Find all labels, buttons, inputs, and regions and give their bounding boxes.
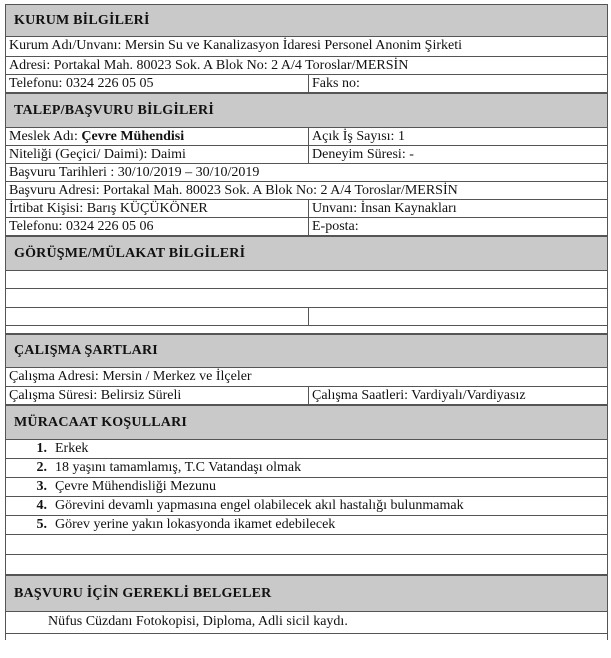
talep-telefon: Telefonu: 0324 226 05 06	[6, 218, 309, 235]
empty-cell	[309, 308, 607, 325]
meslek-label: Meslek Adı:	[9, 129, 82, 144]
form-row	[5, 218, 608, 236]
section-header-talep	[5, 93, 608, 128]
section-title: KURUM BİLGİLERİ	[14, 12, 150, 28]
list-item	[5, 459, 608, 478]
empty-cell	[6, 271, 607, 288]
empty-cell	[6, 326, 607, 333]
empty-cell	[6, 535, 607, 554]
list-item	[5, 516, 608, 535]
meslek-value: Çevre Mühendisi	[81, 129, 185, 144]
talep-eposta: E-posta:	[312, 219, 359, 234]
form-row	[5, 271, 608, 289]
basvuru-adresi: Başvuru Adresi: Portakal Mah. 80023 Sok. A Blok No: 2 A/4 Toroslar/MERSİN	[9, 183, 458, 198]
form-row	[5, 289, 608, 308]
form-row	[5, 57, 608, 75]
form-row	[5, 308, 608, 326]
meslek-adi	[6, 128, 309, 145]
empty-cell	[6, 289, 607, 307]
section-title: TALEP/BAŞVURU BİLGİLERİ	[14, 102, 214, 118]
item-number: 4.	[36, 498, 47, 513]
unvani: Unvanı: İnsan Kaynakları	[312, 201, 457, 216]
form-row	[5, 75, 608, 93]
form-row	[5, 326, 608, 334]
list-item	[5, 497, 608, 516]
form-row	[5, 182, 608, 200]
section-title: BAŞVURU İÇİN GEREKLİ BELGELER	[14, 585, 272, 601]
item-number: 2.	[36, 460, 47, 475]
conditions-list	[5, 440, 608, 535]
section-header-muracaat	[5, 405, 608, 440]
form-row	[5, 634, 608, 640]
kurum-telefon: Telefonu: 0324 226 05 05	[6, 75, 309, 92]
kurum-ad: Kurum Adı/Unvanı: Mersin Su ve Kanalizasyon İdaresi Personel Anonim Şirketi	[9, 38, 462, 53]
section-title: GÖRÜŞME/MÜLAKAT BİLGİLERİ	[14, 245, 246, 261]
form-row	[5, 535, 608, 555]
job-posting-form	[5, 4, 608, 640]
list-item	[5, 478, 608, 497]
kurum-faks: Faks no:	[312, 76, 360, 91]
section-title: MÜRACAAT KOŞULLARI	[14, 414, 188, 430]
basvuru-tarihleri: Başvuru Tarihleri : 30/10/2019 – 30/10/2019	[9, 165, 260, 180]
calisma-saatleri: Çalışma Saatleri: Vardiyalı/Vardiyasız	[312, 388, 526, 403]
form-row	[5, 164, 608, 182]
acik-is-sayisi: Açık İş Sayısı: 1	[312, 129, 405, 144]
required-documents: Nüfus Cüzdanı Fotokopisi, Diploma, Adli sicil kaydı.	[48, 614, 348, 629]
form-row	[5, 128, 608, 146]
item-text: 18 yaşını tamamlamış, T.C Vatandaşı olmak	[55, 460, 302, 475]
calisma-suresi: Çalışma Süresi: Belirsiz Süreli	[6, 387, 309, 404]
form-row	[5, 555, 608, 575]
item-text: Görevini devamlı yapmasına engel olabilecek akıl hastalığı bulunmamak	[55, 498, 464, 513]
item-number: 5.	[36, 517, 47, 532]
empty-cell	[6, 555, 607, 574]
form-row	[5, 146, 608, 164]
section-header-belgeler	[5, 575, 608, 612]
form-row	[5, 612, 608, 634]
calisma-adresi: Çalışma Adresi: Mersin / Merkez ve İlçeler	[9, 369, 252, 384]
item-text: Görev yerine yakın lokasyonda ikamet edebilecek	[55, 517, 336, 532]
empty-cell	[6, 634, 607, 640]
form-row	[5, 37, 608, 57]
item-text: Çevre Mühendisliği Mezunu	[55, 479, 216, 494]
section-header-calisma	[5, 334, 608, 368]
section-title: ÇALIŞMA ŞARTLARI	[14, 343, 158, 358]
niteligi: Niteliği (Geçici/ Daimi): Daimi	[6, 146, 309, 163]
form-row	[5, 368, 608, 387]
section-header-kurum	[5, 4, 608, 37]
item-number: 1.	[36, 441, 47, 456]
item-text: Erkek	[55, 441, 89, 456]
kurum-adres: Adresi: Portakal Mah. 80023 Sok. A Blok No: 2 A/4 Toroslar/MERSİN	[9, 58, 409, 73]
form-row	[5, 387, 608, 405]
list-item	[5, 440, 608, 459]
irtibat-kisisi: İrtibat Kişisi: Barış KÜÇÜKÖNER	[6, 200, 309, 217]
form-row	[5, 200, 608, 218]
empty-cell	[6, 308, 309, 325]
section-header-gorusme	[5, 236, 608, 271]
deneyim-suresi: Deneyim Süresi: -	[312, 147, 414, 162]
item-number: 3.	[36, 479, 47, 494]
